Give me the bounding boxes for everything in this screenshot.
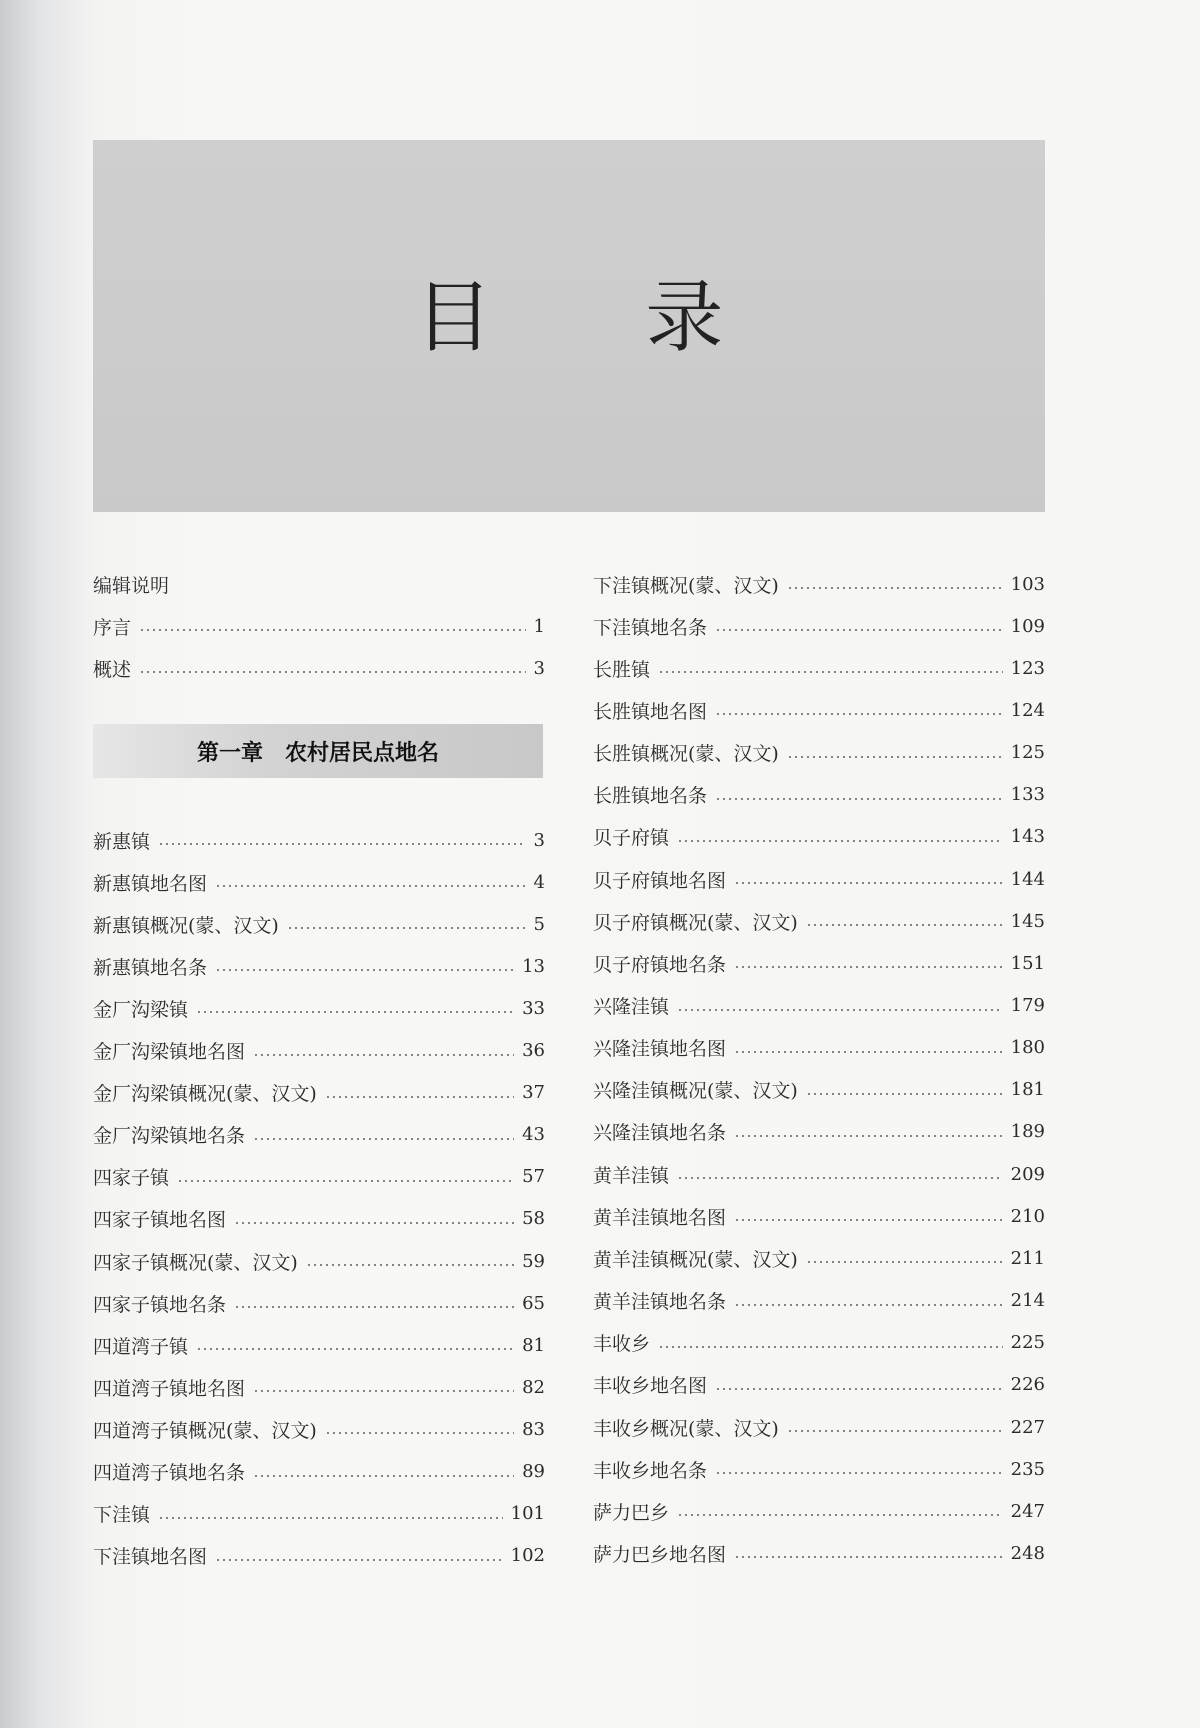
toc-entry-label: 四道湾子镇概况(蒙、汉文)	[93, 1419, 317, 1442]
dot-leader	[734, 1135, 1003, 1137]
toc-entry[interactable]	[593, 823, 1045, 851]
dot-leader	[196, 1011, 514, 1013]
toc-entry-page: 181	[1010, 1079, 1045, 1101]
toc-entry[interactable]	[593, 1118, 1045, 1146]
toc-entry[interactable]	[593, 865, 1045, 893]
toc-entry-label: 丰收乡地名条	[593, 1459, 708, 1482]
dot-leader	[715, 629, 1003, 631]
toc-entry-label: 长胜镇	[593, 658, 651, 681]
toc-entry-page: 227	[1010, 1416, 1045, 1438]
dot-leader	[787, 1430, 1003, 1432]
toc-entry[interactable]	[93, 1373, 545, 1401]
dot-leader	[658, 1346, 1003, 1348]
toc-entry-page: 37	[522, 1082, 545, 1104]
toc-entry[interactable]	[93, 1458, 545, 1486]
toc-entry[interactable]	[593, 781, 1045, 809]
dot-leader	[715, 1472, 1003, 1474]
toc-entry-label: 序言	[93, 616, 132, 639]
toc-entry-page: 248	[1010, 1542, 1045, 1564]
dot-leader	[677, 840, 1003, 842]
toc-entry-page: 124	[1010, 699, 1045, 721]
toc-entry-page: 123	[1010, 657, 1045, 679]
toc-entry-page: 59	[522, 1250, 545, 1272]
dot-leader	[677, 1009, 1003, 1011]
toc-entry-label: 下洼镇地名图	[93, 1546, 208, 1569]
dot-leader	[234, 1306, 514, 1308]
dot-leader	[677, 1514, 1003, 1516]
toc-entry-label: 四道湾子镇	[93, 1335, 189, 1358]
toc-entry-label: 新惠镇地名图	[93, 872, 208, 895]
toc-entry[interactable]	[593, 1244, 1045, 1272]
dot-leader	[806, 1093, 1003, 1095]
toc-entry-label: 长胜镇概况(蒙、汉文)	[593, 743, 779, 766]
toc-entry[interactable]	[93, 1121, 545, 1149]
toc-entry[interactable]	[593, 570, 1045, 598]
toc-entry-page: 125	[1010, 742, 1045, 764]
front-matter-list	[93, 570, 545, 690]
toc-entry[interactable]	[93, 1247, 545, 1275]
toc-entry[interactable]	[93, 1289, 545, 1317]
toc-entry-label: 编辑说明	[93, 574, 170, 597]
toc-entry-label: 金厂沟梁镇地名图	[93, 1041, 246, 1063]
toc-entry[interactable]	[593, 1287, 1045, 1315]
toc-entry-page: 4	[533, 871, 545, 893]
toc-entry[interactable]	[593, 1371, 1045, 1399]
toc-entry-label: 萨力巴乡	[593, 1501, 670, 1524]
toc-entry[interactable]	[593, 612, 1045, 640]
toc-entry-label: 黄羊洼镇	[593, 1164, 670, 1187]
toc-entry-page: 57	[522, 1166, 545, 1188]
toc-entry-label: 丰收乡地名图	[593, 1375, 708, 1398]
toc-entry[interactable]	[93, 1331, 545, 1359]
toc-entry[interactable]	[593, 696, 1045, 724]
toc-entry-page: 225	[1010, 1332, 1045, 1354]
toc-entry-page: 58	[522, 1208, 545, 1230]
dot-leader	[306, 1264, 514, 1266]
toc-entry-page: 211	[1010, 1247, 1045, 1269]
toc-entry[interactable]	[593, 1076, 1045, 1104]
toc-entry-label: 兴隆洼镇	[593, 996, 670, 1018]
toc-entry-label: 丰收乡	[593, 1333, 651, 1356]
toc-entry-label: 四家子镇地名条	[93, 1293, 227, 1316]
dot-leader	[806, 924, 1003, 926]
toc-entry-label: 四家子镇	[93, 1167, 170, 1190]
toc-entry-page: 210	[1010, 1205, 1045, 1227]
toc-entry[interactable]	[93, 1205, 545, 1233]
toc-entry[interactable]	[93, 994, 545, 1022]
toc-entry-label: 黄羊洼镇概况(蒙、汉文)	[593, 1248, 798, 1271]
toc-entry[interactable]	[93, 1037, 545, 1065]
toc-entry-page: 101	[510, 1503, 545, 1525]
toc-entry[interactable]	[93, 1415, 545, 1443]
toc-entry-label: 黄羊洼镇地名条	[593, 1291, 727, 1314]
dot-leader	[215, 885, 526, 887]
toc-entry[interactable]	[593, 949, 1045, 977]
chapter-title: 第一章 农村居民点地名	[196, 739, 439, 766]
dot-leader	[177, 1180, 514, 1182]
dot-leader	[734, 966, 1003, 968]
dot-leader	[715, 713, 1003, 715]
toc-entry-page: 33	[522, 997, 545, 1019]
toc-entry[interactable]	[93, 1542, 545, 1570]
toc-entry-label: 金厂沟梁镇地名条	[93, 1125, 246, 1148]
dot-leader	[734, 1051, 1003, 1053]
dot-leader	[215, 1559, 503, 1561]
toc-entry-page: 5	[533, 913, 545, 935]
toc-entry-label: 贝子府镇地名图	[593, 869, 727, 892]
toc-entry[interactable]	[593, 1413, 1045, 1441]
toc-entry-label: 新惠镇概况(蒙、汉文)	[93, 914, 279, 937]
dot-leader	[215, 969, 514, 971]
toc-entry[interactable]	[593, 1034, 1045, 1062]
dot-leader	[787, 756, 1003, 758]
toc-left-column	[93, 826, 545, 1586]
toc-entry-label: 概述	[93, 658, 132, 681]
toc-entry-page: 103	[1010, 573, 1045, 595]
dot-leader	[253, 1054, 514, 1056]
toc-entry-label: 兴隆洼镇地名条	[593, 1122, 727, 1145]
toc-entry[interactable]	[593, 1455, 1045, 1483]
toc-entry-page: 133	[1010, 784, 1045, 806]
dot-leader	[177, 587, 537, 589]
toc-entry[interactable]	[593, 907, 1045, 935]
toc-entry-page: 189	[1010, 1121, 1045, 1143]
toc-entry-label: 新惠镇	[93, 830, 151, 853]
toc-entry-page: 1	[533, 615, 545, 637]
dot-leader	[196, 1348, 514, 1350]
toc-entry[interactable]	[93, 1079, 545, 1107]
toc-entry-label: 四家子镇概况(蒙、汉文)	[93, 1251, 298, 1274]
toc-entry-page: 36	[522, 1040, 545, 1061]
dot-leader	[734, 1556, 1003, 1558]
toc-entry-page: 82	[522, 1376, 545, 1398]
toc-entry[interactable]	[593, 992, 1045, 1020]
dot-leader	[253, 1138, 514, 1140]
dot-leader	[158, 1517, 503, 1519]
dot-leader	[139, 629, 526, 631]
toc-entry-page: 89	[522, 1461, 545, 1482]
toc-entry-page: 226	[1010, 1374, 1045, 1396]
dot-leader	[715, 798, 1003, 800]
toc-entry-label: 四道湾子镇地名条	[93, 1462, 246, 1484]
toc-entry[interactable]	[593, 654, 1045, 682]
dot-leader	[715, 1388, 1003, 1390]
dot-leader	[158, 843, 526, 845]
toc-entry-label: 贝子府镇地名条	[593, 953, 727, 976]
toc-entry[interactable]	[593, 1160, 1045, 1188]
toc-entry[interactable]	[93, 570, 545, 598]
dot-leader	[253, 1475, 514, 1477]
toc-entry[interactable]	[93, 1500, 545, 1528]
toc-entry[interactable]	[593, 1329, 1045, 1357]
toc-entry-page: 145	[1010, 910, 1045, 932]
toc-entry[interactable]	[93, 612, 545, 640]
toc-entry-page: 209	[1010, 1163, 1045, 1185]
toc-entry-label: 兴隆洼镇地名图	[593, 1038, 727, 1061]
toc-entry-page: 151	[1010, 952, 1045, 974]
toc-entry-page: 144	[1010, 868, 1045, 890]
dot-leader	[287, 927, 526, 929]
dot-leader	[325, 1096, 514, 1098]
toc-entry[interactable]	[93, 654, 545, 682]
dot-leader	[734, 1219, 1003, 1221]
toc-entry-page: 81	[522, 1334, 545, 1356]
toc-entry-page: 13	[522, 955, 545, 977]
toc-entry-page: 214	[1010, 1290, 1045, 1312]
toc-entry-label: 下洼镇	[93, 1504, 151, 1527]
toc-entry-label: 金厂沟梁镇概况(蒙、汉文)	[93, 1083, 317, 1106]
toc-entry-page: 3	[533, 829, 545, 851]
toc-entry-label: 四家子镇地名图	[93, 1209, 227, 1232]
toc-entry-label: 贝子府镇概况(蒙、汉文)	[593, 911, 798, 934]
toc-entry[interactable]	[593, 1202, 1045, 1230]
toc-entry-page: 102	[510, 1545, 545, 1567]
dot-leader	[806, 1261, 1003, 1263]
dot-leader	[734, 1304, 1003, 1306]
toc-entry[interactable]	[93, 952, 545, 980]
toc-entry[interactable]	[93, 910, 545, 938]
toc-entry-page: 65	[522, 1292, 545, 1314]
toc-entry-label: 黄羊洼镇地名图	[593, 1206, 727, 1229]
toc-entry-label: 萨力巴乡地名图	[593, 1543, 727, 1566]
toc-entry-label: 四道湾子镇地名图	[93, 1377, 246, 1400]
title-banner	[93, 140, 1045, 512]
toc-entry-label: 贝子府镇	[593, 827, 670, 850]
dot-leader	[677, 1177, 1003, 1179]
toc-entry[interactable]	[593, 1539, 1045, 1567]
toc-entry-page: 43	[522, 1124, 545, 1146]
toc-entry[interactable]	[93, 868, 545, 896]
toc-entry[interactable]	[93, 826, 545, 854]
toc-entry-label: 新惠镇地名条	[93, 956, 208, 979]
toc-entry-label: 下洼镇地名条	[593, 616, 708, 639]
toc-entry-page: 247	[1010, 1500, 1045, 1522]
dot-leader	[139, 671, 526, 673]
dot-leader	[325, 1432, 514, 1434]
chapter-banner	[93, 724, 543, 778]
page-title: 目 录	[414, 273, 788, 363]
toc-entry-label: 金厂沟梁镇	[93, 998, 189, 1021]
toc-entry-label: 丰收乡概况(蒙、汉文)	[593, 1417, 779, 1440]
toc-entry-page: 109	[1010, 615, 1045, 637]
toc-entry[interactable]	[93, 1163, 545, 1191]
toc-entry[interactable]	[593, 739, 1045, 767]
dot-leader	[234, 1222, 514, 1224]
toc-right-column	[593, 570, 1045, 1590]
toc-entry-page: 143	[1010, 826, 1045, 848]
toc-entry-page: 180	[1010, 1037, 1045, 1059]
toc-entry-page: 179	[1010, 995, 1045, 1016]
toc-entry-label: 长胜镇地名图	[593, 700, 708, 723]
dot-leader	[658, 671, 1003, 673]
toc-entry-label: 长胜镇地名条	[593, 785, 708, 808]
dot-leader	[253, 1390, 514, 1392]
dot-leader	[734, 882, 1003, 884]
toc-entry-label: 兴隆洼镇概况(蒙、汉文)	[593, 1080, 798, 1103]
toc-entry-page: 83	[522, 1418, 545, 1440]
dot-leader	[787, 587, 1003, 589]
toc-entry-label: 下洼镇概况(蒙、汉文)	[593, 574, 779, 597]
toc-entry-page: 235	[1010, 1458, 1045, 1480]
toc-entry-page: 3	[533, 657, 545, 679]
toc-entry[interactable]	[593, 1497, 1045, 1525]
